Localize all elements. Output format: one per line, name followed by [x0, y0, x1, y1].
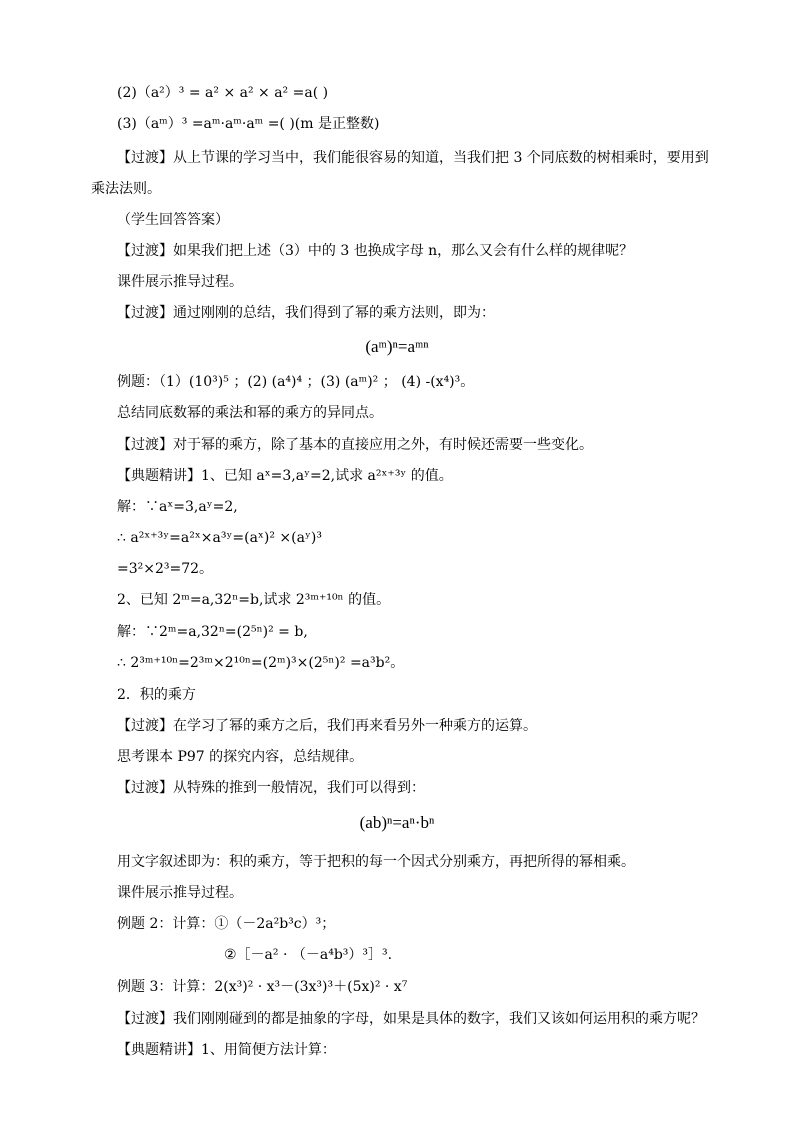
solution-2-line-1: 解：∵2ᵐ=a,32ⁿ=(2⁵ⁿ)² = b,	[117, 624, 308, 640]
section-heading-product-power: 2．积的乘方	[117, 687, 196, 703]
power-of-power-formula: (aᵐ)ⁿ=aᵐⁿ	[365, 337, 429, 356]
rule-description: 用文字叙述即为：积的乘方，等于把积的每一个因式分别乘方，再把所得的幂相乘。	[117, 854, 635, 870]
summary-line: 总结同底数幂的乘法和幂的乘方的异同点。	[117, 405, 383, 421]
student-answer-note: （学生回答答案）	[117, 212, 229, 228]
solution-1-line-1: 解：∵aˣ=3,aʸ=2,	[117, 499, 238, 515]
transition-paragraph-3: 【过渡】通过刚刚的总结，我们得到了幂的乘方法则，即为：	[117, 305, 495, 321]
transition-paragraph-4: 【过渡】对于幂的乘方，除了基本的直接应用之外，有时候还需要一些变化。	[117, 437, 593, 453]
example-1-line: 例题：（1）(10³)⁵ ；(2) (a⁴)⁴ ；(3) (aᵐ)² ； (4) -(x⁴)³。	[117, 374, 475, 390]
example-3-line: 例题 3：计算：2(x³)² · x³－(3x³)³＋(5x)² · x⁷	[117, 979, 408, 995]
example-2-part-2: ②［－a² · （－a⁴b³）³］³.	[224, 947, 393, 963]
solution-1-line-2: ∴ a²ˣ⁺³ʸ=a²ˣ×a³ʸ=(aˣ)² ×(aʸ)³	[117, 530, 322, 546]
solution-1-line-3: =3²×2³=72。	[117, 561, 214, 577]
transition-paragraph-7: 【过渡】我们刚刚碰到的都是抽象的字母，如果是具体的数字，我们又该如何运用积的乘方呢？	[117, 1011, 705, 1027]
textbook-note: 思考课本 P97 的探究内容，总结规律。	[117, 749, 364, 765]
courseware-note-1: 课件展示推导过程。	[117, 274, 243, 290]
typical-problem-3: 【典题精讲】1、用简便方法计算：	[117, 1042, 336, 1058]
transition-paragraph-1-cont: 乘法法则。	[91, 181, 161, 197]
solution-2-line-2: ∴ 2³ᵐ⁺¹⁰ⁿ=2³ᵐ×2¹⁰ⁿ=(2ᵐ)³×(2⁵ⁿ)² =a³b²。	[117, 655, 405, 671]
transition-paragraph-5: 【过渡】在学习了幂的乘方之后，我们再来看另外一种乘方的运算。	[117, 718, 537, 734]
transition-paragraph-6: 【过渡】从特殊的推到一般情况，我们可以得到：	[117, 780, 425, 796]
transition-paragraph-1: 【过渡】从上节课的学习当中，我们能很容易的知道，当我们把 3 个同底数的树相乘时，要用到	[117, 150, 709, 166]
product-power-formula: (ab)ⁿ=aⁿ·bⁿ	[359, 813, 435, 832]
transition-paragraph-2: 【过渡】如果我们把上述（3）中的 3 也换成字母 n，那么又会有什么样的规律呢？	[117, 243, 634, 259]
typical-problem-1: 【典题精讲】1、已知 aˣ=3,aʸ=2,试求 a²ˣ⁺³ʸ 的值。	[117, 468, 453, 484]
exercise-2-line: (2)（a²）³ = a² × a² × a² =a( )	[117, 85, 329, 101]
example-2-part-1: 例题 2：计算：①（－2a²b³c）³；	[117, 916, 336, 932]
exercise-3-line: (3)（aᵐ）³ =aᵐ·aᵐ·aᵐ =( )(m 是正整数)	[117, 116, 380, 132]
typical-problem-2: 2、已知 2ᵐ=a,32ⁿ=b,试求 2³ᵐ⁺¹⁰ⁿ 的值。	[117, 592, 391, 608]
courseware-note-2: 课件展示推导过程。	[117, 885, 243, 901]
